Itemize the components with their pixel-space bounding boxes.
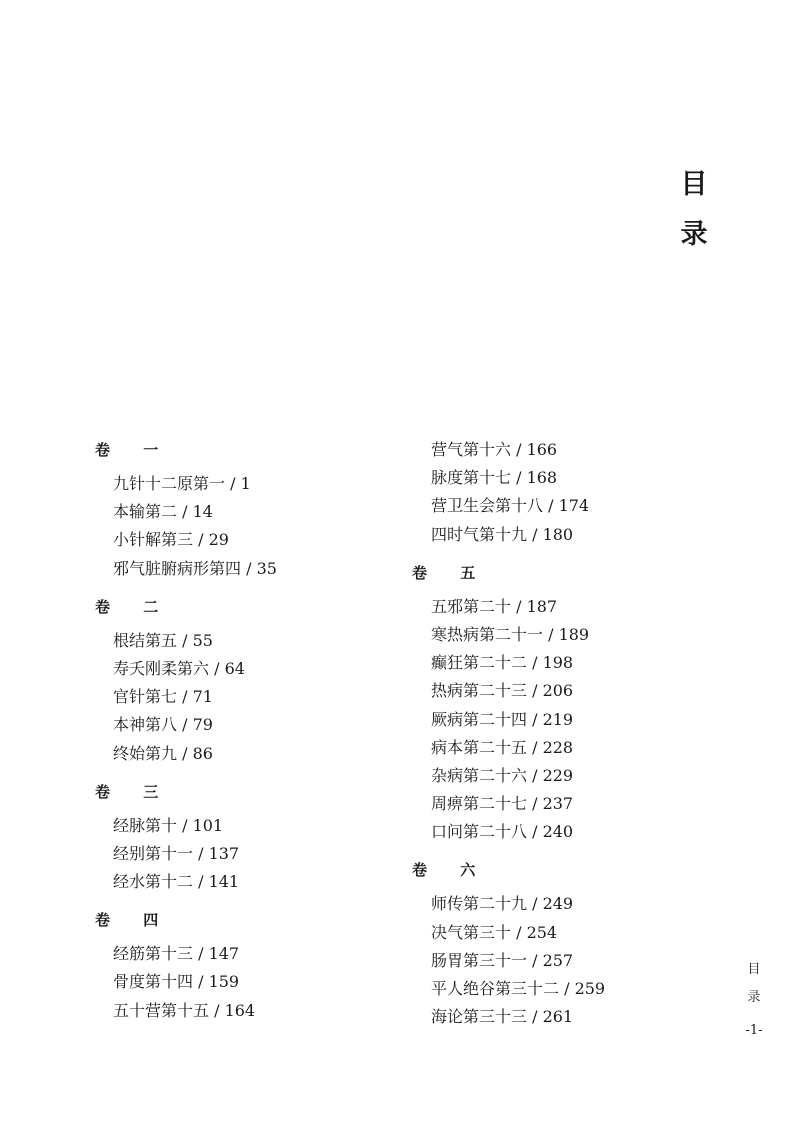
page-title-char-1: 目 xyxy=(680,169,708,200)
toc-entry[interactable]: 热病第二十三 / 206 xyxy=(431,681,574,701)
running-header xyxy=(744,956,764,1012)
page-title-char-2: 录 xyxy=(680,219,708,250)
continued-entries xyxy=(412,436,652,549)
toc-entry[interactable]: 经水第十二 / 141 xyxy=(113,872,240,892)
toc-entry[interactable]: 四时气第十九 / 180 xyxy=(431,524,574,544)
toc-left-column xyxy=(95,436,395,1025)
running-header-char-1: 目 xyxy=(747,962,761,977)
toc-entry[interactable]: 五十营第十五 / 164 xyxy=(113,1000,256,1020)
page-number: -1- xyxy=(745,1023,763,1038)
toc-entry[interactable]: 厥病第二十四 / 219 xyxy=(431,709,574,729)
toc-entry[interactable]: 本输第二 / 14 xyxy=(113,502,213,522)
toc-entry[interactable]: 经别第十一 / 137 xyxy=(113,843,240,863)
toc-entry[interactable]: 师传第二十九 / 249 xyxy=(431,894,574,914)
toc-entry[interactable]: 根结第五 / 55 xyxy=(113,630,213,650)
page-title xyxy=(676,160,712,260)
toc-entry[interactable]: 口问第二十八 / 240 xyxy=(431,822,574,842)
toc-entry[interactable]: 病本第二十五 / 228 xyxy=(431,737,574,757)
toc-entry[interactable]: 本神第八 / 79 xyxy=(113,715,213,735)
toc-entry[interactable]: 五邪第二十 / 187 xyxy=(431,596,558,616)
toc-entry[interactable]: 肠胃第三十一 / 257 xyxy=(431,950,574,970)
toc-entry[interactable]: 骨度第十四 / 159 xyxy=(113,972,240,992)
toc-entry[interactable]: 经筋第十三 / 147 xyxy=(113,944,240,964)
toc-entry[interactable]: 寒热病第二十一 / 189 xyxy=(431,624,590,644)
volume-heading: 卷 五 xyxy=(412,563,490,582)
toc-entry[interactable]: 邪气脏腑病形第四 / 35 xyxy=(113,558,277,578)
volume-heading: 卷 六 xyxy=(412,861,490,880)
toc-right-column xyxy=(412,436,652,1031)
toc-entry[interactable]: 经脉第十 / 101 xyxy=(113,815,224,835)
toc-entry[interactable]: 决气第三十 / 254 xyxy=(431,922,558,942)
toc-entry[interactable]: 小针解第三 / 29 xyxy=(113,530,229,550)
toc-entry[interactable]: 杂病第二十六 / 229 xyxy=(431,765,574,785)
toc-entry[interactable]: 寿夭刚柔第六 / 64 xyxy=(113,658,245,678)
toc-entry[interactable]: 癫狂第二十二 / 198 xyxy=(431,653,574,673)
toc-entry[interactable]: 平人绝谷第三十二 / 259 xyxy=(431,979,606,998)
toc-entry[interactable]: 周痹第二十七 / 237 xyxy=(431,794,574,814)
toc-entry[interactable]: 脉度第十七 / 168 xyxy=(431,468,558,488)
toc-entry[interactable]: 终始第九 / 86 xyxy=(113,743,213,763)
volume-heading: 卷 四 xyxy=(95,911,173,930)
volume-heading: 卷 三 xyxy=(95,782,173,801)
toc-entry[interactable]: 营卫生会第十八 / 174 xyxy=(431,496,590,516)
toc-entry[interactable]: 官针第七 / 71 xyxy=(113,687,213,707)
toc-entry[interactable]: 海论第三十三 / 261 xyxy=(431,1007,574,1027)
toc-entry[interactable]: 九针十二原第一 / 1 xyxy=(113,474,251,493)
toc-entry[interactable]: 营气第十六 / 166 xyxy=(431,440,558,459)
volume-heading: 卷 二 xyxy=(95,597,173,616)
running-header-char-2: 录 xyxy=(747,990,761,1005)
volume-heading: 卷 一 xyxy=(95,441,173,459)
